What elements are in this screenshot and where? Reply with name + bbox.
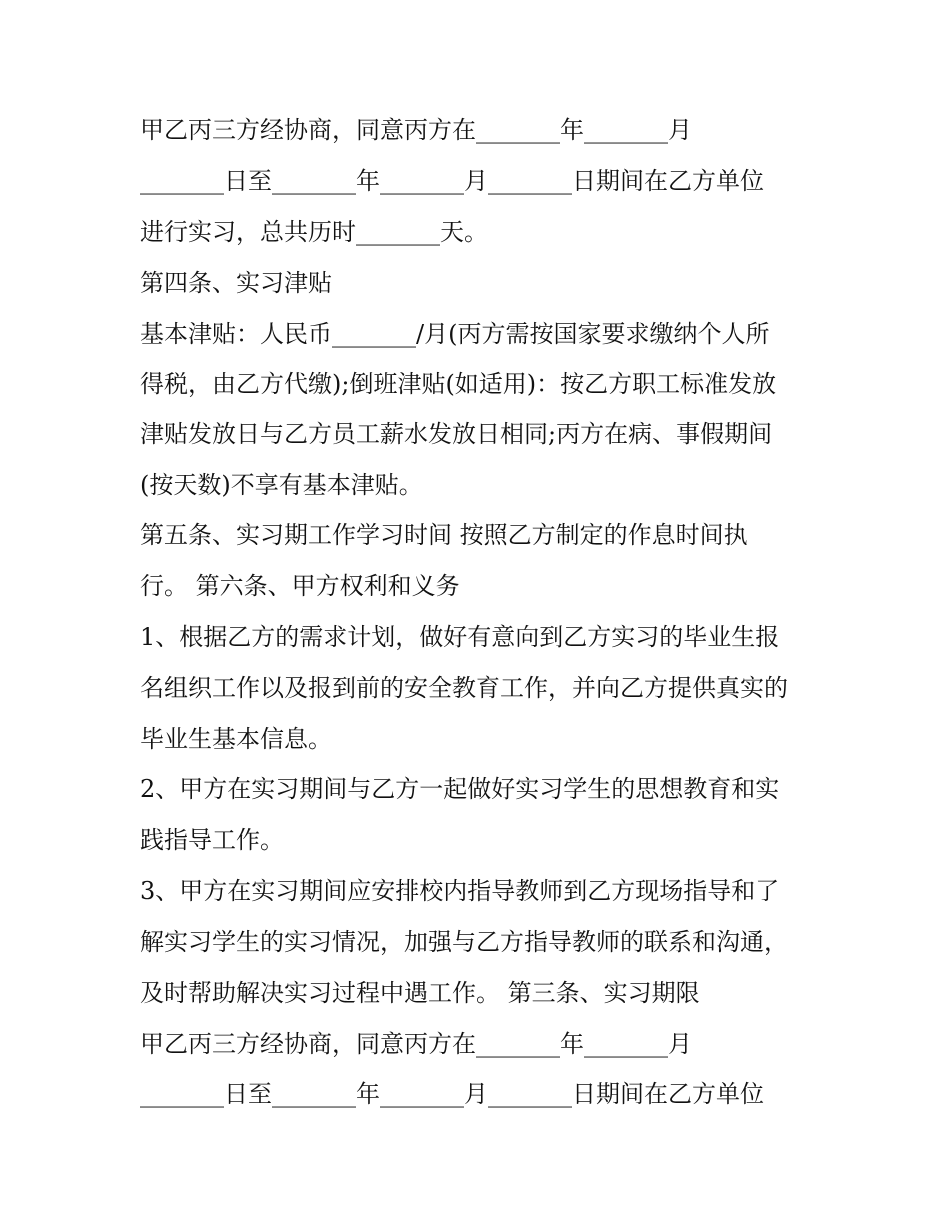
text-line-3: 进行实习，总共历时_______天。 xyxy=(140,218,488,246)
list-item-3-line-3: 及时帮助解决实习过程中遇工作。 第三条、实习期限 xyxy=(140,979,700,1007)
text-line-7: 津贴发放日与乙方员工薪水发放日相同;丙方在病、事假期间 xyxy=(140,420,773,448)
text-line-20: _______日至_______年_______月_______日期间在乙方单位 xyxy=(140,1080,764,1108)
text-line-6: 得税，由乙方代缴);倒班津贴(如适用)：按乙方职工标准发放 xyxy=(140,370,777,398)
list-item-1-line-2: 名组织工作以及报到前的安全教育工作，并向乙方提供真实的 xyxy=(140,674,788,702)
text-line-19: 甲乙丙三方经协商，同意丙方在_______年_______月 xyxy=(140,1030,692,1058)
text-line-8: (按天数)不享有基本津贴。 xyxy=(140,471,423,499)
section-heading-article-4: 第四条、实习津贴 xyxy=(140,269,332,297)
section-heading-article-5: 第五条、实习期工作学习时间 按照乙方制定的作息时间执 xyxy=(140,521,748,549)
text-line-10: 行。 第六条、甲方权利和义务 xyxy=(140,572,460,600)
list-item-1-line-1: 1、根据乙方的需求计划，做好有意向到乙方实习的毕业生报 xyxy=(140,623,780,651)
list-item-3-line-2: 解实习学生的实习情况，加强与乙方指导教师的联系和沟通， xyxy=(140,928,788,956)
list-item-2-line-1: 2、甲方在实习期间与乙方一起做好实习学生的思想教育和实 xyxy=(140,775,780,803)
list-item-2-line-2: 践指导工作。 xyxy=(140,826,284,854)
list-item-1-line-3: 毕业生基本信息。 xyxy=(140,725,332,753)
text-line-1: 甲乙丙三方经协商，同意丙方在_______年_______月 xyxy=(140,116,692,144)
text-line-2: _______日至_______年_______月_______日期间在乙方单位 xyxy=(140,167,764,195)
text-line-5: 基本津贴：人民币_______/月(丙方需按国家要求缴纳个人所 xyxy=(140,320,770,348)
list-item-3-line-1: 3、甲方在实习期间应安排校内指导教师到乙方现场指导和了 xyxy=(140,877,780,905)
